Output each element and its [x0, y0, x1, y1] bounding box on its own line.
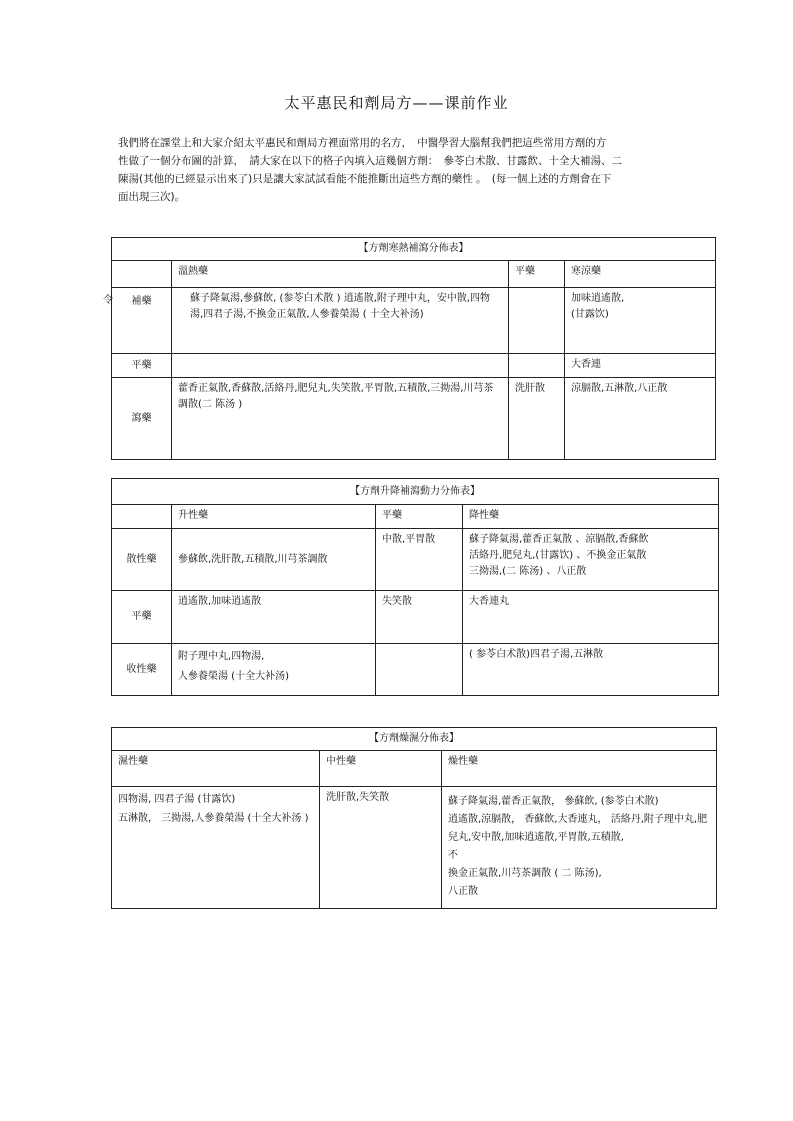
- intro-line: 性做了一個分布圖的計算， 請大家在以下的格子內填入這幾個方劑： 參苓白术散、甘露飲、十全大補湯、二: [118, 155, 622, 167]
- table-cell: 附子理中丸,四物湯, 人參養榮湯 (十全大补汤): [172, 644, 376, 696]
- row-header: 散性藥: [112, 529, 172, 591]
- row-header: 瀉藥: [112, 378, 172, 460]
- stray-mark: 令: [103, 295, 113, 306]
- page-title: 太平惠民和劑局方——课前作业: [284, 94, 509, 112]
- table-cell: 大香連丸: [463, 591, 719, 644]
- column-header: 寒涼藥: [565, 261, 716, 288]
- table-cell: ( 参苓白术散)四君子湯,五淋散: [463, 644, 719, 696]
- table-cell: [509, 354, 565, 378]
- table-caption: 【方劑燥濕分佈表】: [112, 728, 717, 751]
- dry-wet-table: [111, 727, 717, 909]
- column-header: 中性藥: [320, 751, 442, 787]
- table-cell: 加味逍遙散, (甘露饮): [565, 288, 716, 354]
- intro-line: 面出現三次)。: [118, 191, 186, 203]
- table-cell: 四物湯, 四君子湯 (甘露饮) 五淋散， 三拗湯,人參養榮湯 (十全大补汤 ): [112, 787, 320, 909]
- column-header: 平藥: [376, 505, 463, 529]
- cold-heat-table: [111, 237, 716, 460]
- corner-cell: [112, 261, 172, 288]
- table-cell: 失笑散: [376, 591, 463, 644]
- table-cell: 蘇子降氣湯,藿香正氣散， 參蘇飲, (参苓白术散) 逍遙散,涼膈散， 香蘇飲,大香連丸， 活絡丹,附子理中丸,肥兒丸,安中散,加味逍遙散,平胃散,五積散, 不 換金正氣散,川芎茶調散 ( 二 陈汤), 八正散: [442, 787, 717, 909]
- ascend-descend-table: [111, 478, 719, 696]
- table-cell: 涼膈散,五淋散,八正散: [565, 378, 716, 460]
- table-cell: 蘇子降氣湯,參蘇飲, (参苓白术散 ) 逍遙散,附子理中丸，安中散,四物湯,四君子湯,不換金正氣散,人參養榮湯 ( 十全大补汤): [172, 288, 509, 354]
- row-header: 收性藥: [112, 644, 172, 696]
- row-header: 平藥: [112, 354, 172, 378]
- table-cell: 藿香正氣散,香蘇散,活絡丹,肥兒丸,失笑散,平胃散,五積散,三拗湯,川芎茶調散(二 陈汤 ): [172, 378, 509, 460]
- table-cell: 參蘇飲,洗肝散,五積散,川芎茶調散: [172, 529, 376, 591]
- column-header: 燥性藥: [442, 751, 717, 787]
- table-cell: 洗肝散: [509, 378, 565, 460]
- table-caption: 【方劑寒熱補瀉分佈表】: [112, 238, 716, 261]
- table-caption: 【方劑升降補瀉動力分佈表】: [112, 479, 719, 505]
- intro-paragraph: [118, 134, 686, 206]
- column-header: 降性藥: [463, 505, 719, 529]
- column-header: 溫熱藥: [172, 261, 509, 288]
- table-cell: [376, 644, 463, 696]
- intro-line: 我們將在課堂上和大家介紹太平惠民和劑局方裡面常用的名方， 中醫學習大腦幫我們把這些常用方劑的方: [118, 137, 607, 149]
- table-cell: 大香連: [565, 354, 716, 378]
- column-header: 升性藥: [172, 505, 376, 529]
- row-header: 補藥: [112, 288, 172, 354]
- row-header: 平藥: [112, 591, 172, 644]
- table-cell: 逍遙散,加味逍遙散: [172, 591, 376, 644]
- table-cell: 洗肝散,失笑散: [320, 787, 442, 909]
- column-header: 平藥: [509, 261, 565, 288]
- table-cell: [172, 354, 509, 378]
- table-cell: 中散,平胃散: [376, 529, 463, 591]
- table-cell: 蘇子降氣湯,藿香正氣散 、涼膈散,香蘇飲 活絡丹,肥兒丸,(甘露饮) 、不換金正氣散 三拗湯,(二 陈汤) 、八正散: [463, 529, 719, 591]
- table-cell: [509, 288, 565, 354]
- column-header: 濕性藥: [112, 751, 320, 787]
- intro-line: 陳湯(其他的已經显示出來了)只是讓大家試試看能不能推斷出這些方劑的藥性 。 (每一個上述的方劑會在下: [118, 173, 612, 185]
- corner-cell: [112, 505, 172, 529]
